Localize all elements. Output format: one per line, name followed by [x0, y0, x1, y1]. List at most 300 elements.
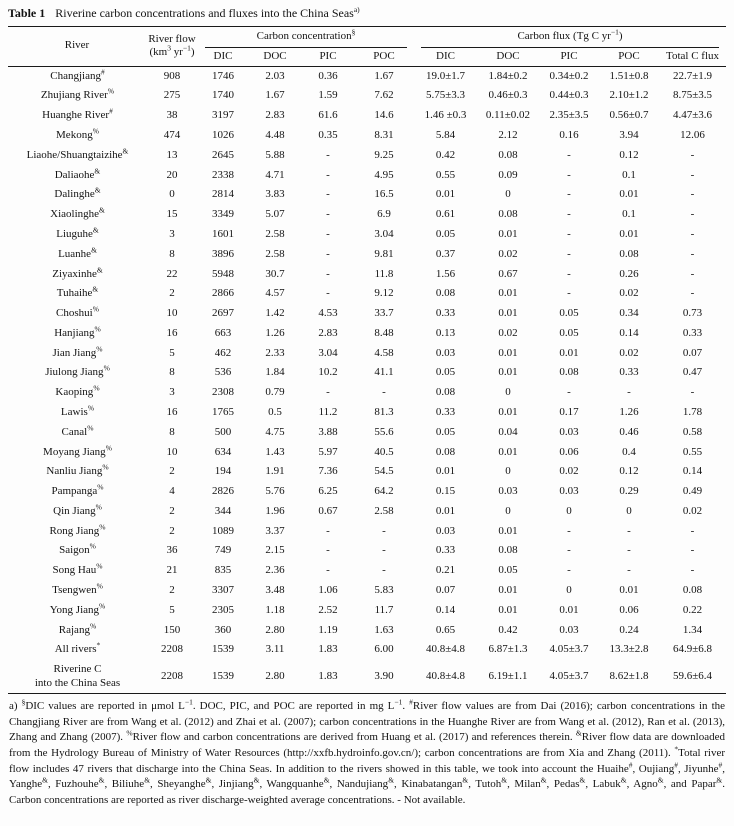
river-name-cell: Rong Jiang% [49, 522, 106, 537]
table-row [8, 245, 726, 265]
river-name-cell: Liaohe/Shuangtaizihe& [26, 146, 129, 161]
value-cell: 1.83 [318, 643, 338, 656]
river-flow-cell: 20 [166, 168, 178, 181]
river-flow-cell: 4 [169, 485, 175, 498]
value-cell: 5.75±3.3 [425, 89, 466, 102]
value-cell: 3349 [212, 208, 234, 221]
value-cell: 0 [566, 584, 572, 596]
value-cell: 0.1 [622, 168, 636, 181]
value-cell: 0.14 [435, 603, 456, 616]
value-cell: 0.01 [559, 603, 579, 616]
value-cell: 1.06 [318, 584, 338, 596]
value-cell: 2.33 [265, 346, 285, 359]
value-cell: 0.05 [559, 326, 579, 339]
river-flow-cell: 16 [166, 326, 178, 339]
river-flow-cell: 0 [169, 188, 175, 201]
value-cell: 9.81 [374, 247, 394, 260]
value-cell: 1.34 [682, 623, 703, 636]
value-cell: 6.9 [377, 208, 391, 221]
value-cell: 1.78 [682, 405, 703, 418]
river-flow-cell: 2 [169, 504, 175, 517]
value-cell: 0.08 [498, 208, 518, 221]
value-cell: - [326, 386, 330, 399]
value-cell: 13.3±2.8 [609, 643, 649, 656]
value-cell: 1.51±0.8 [609, 69, 649, 82]
value-cell: 1.18 [265, 603, 285, 616]
value-cell: 0 [505, 465, 511, 478]
value-cell: 0.05 [559, 307, 579, 320]
value-cell: 3.88 [318, 425, 338, 438]
value-cell: - [567, 208, 571, 221]
value-cell: 1.84±0.2 [488, 69, 528, 82]
value-cell: 11.8 [374, 267, 394, 280]
value-cell: 0.08 [498, 148, 518, 161]
value-cell: 3.04 [374, 227, 394, 240]
value-cell: 0.21 [435, 564, 456, 577]
value-cell: 2.80 [265, 669, 285, 682]
table-row [8, 423, 726, 443]
value-cell: 1089 [212, 524, 234, 537]
value-cell: - [326, 208, 330, 221]
table-title [8, 6, 726, 21]
value-cell: - [382, 544, 386, 557]
value-cell: 22.7±1.9 [672, 69, 713, 82]
col-header-flux-total-c-flux: Total C flux [666, 49, 720, 62]
value-cell: 0.14 [682, 465, 703, 478]
value-cell: 2308 [212, 386, 234, 399]
table-row [8, 383, 726, 403]
value-cell: 0.09 [498, 168, 518, 181]
value-cell: 1.59 [318, 89, 338, 102]
value-cell: 0.02 [498, 326, 518, 339]
col-header-flux-doc: DOC [496, 49, 520, 62]
value-cell: - [567, 247, 571, 260]
value-cell: 2.10±1.2 [609, 89, 649, 102]
table-caption: Riverine carbon concentrations and fluxes into the China Seas$^{a)}$ [55, 5, 360, 20]
value-cell: 0 [505, 504, 511, 517]
col-header-conc-doc: DOC [263, 49, 287, 62]
value-cell: - [326, 544, 330, 557]
col-header-flux-poc: POC [618, 49, 640, 62]
value-cell: 1.19 [318, 623, 338, 636]
river-name-cell: All rivers* [54, 640, 101, 656]
river-flow-cell: 474 [163, 129, 181, 142]
river-name-cell: Jiulong Jiang% [45, 363, 110, 379]
value-cell: - [690, 168, 695, 181]
value-cell: 5.76 [265, 485, 285, 498]
value-cell: 4.47±3.6 [672, 109, 713, 122]
value-cell: 0.08 [435, 287, 456, 300]
river-name-cell: Zhujiang River% [40, 86, 115, 102]
table-row [8, 640, 726, 660]
river-name-cell: Jian Jiang% [52, 343, 103, 359]
river-flow-cell: 21 [166, 564, 178, 577]
value-cell: 19.0±1.7 [425, 69, 466, 82]
value-cell: 6.19±1.1 [488, 669, 528, 682]
value-cell: 2.58 [265, 227, 285, 240]
value-cell: 1.84 [265, 366, 285, 379]
table-row [8, 620, 726, 640]
value-cell: 1601 [212, 227, 234, 240]
value-cell: 5948 [212, 267, 234, 280]
col-group-flux: Carbon flux (Tg C $yr^{-1}$) [414, 27, 726, 48]
river-flow-cell: 22 [166, 267, 178, 280]
table-row [8, 581, 726, 601]
value-cell: 0.08 [435, 445, 456, 458]
value-cell: 40.5 [374, 445, 394, 458]
value-cell: - [627, 544, 631, 557]
value-cell: 500 [214, 425, 232, 438]
value-cell: 0.02 [619, 287, 639, 300]
value-cell: - [326, 564, 330, 577]
table-row [8, 324, 726, 344]
value-cell: 0.13 [435, 326, 456, 339]
value-cell: 0.55 [682, 445, 703, 458]
table-row [8, 601, 726, 621]
value-cell: 2.80 [265, 623, 285, 636]
value-cell: 462 [214, 346, 232, 359]
value-cell: 344 [214, 504, 232, 517]
river-name-cell: Yong Jiang% [49, 601, 106, 616]
value-cell: - [690, 188, 695, 201]
value-cell: 0.01 [498, 287, 518, 300]
value-cell: 0.79 [265, 386, 285, 399]
value-cell: - [627, 386, 631, 399]
value-cell: 0.47 [682, 366, 703, 379]
value-cell: 3.11 [265, 643, 285, 656]
river-flow-cell: 38 [166, 109, 178, 122]
value-cell: 0.12 [619, 148, 639, 161]
value-cell: 0 [566, 504, 572, 517]
river-name-cell: Canal% [61, 423, 94, 438]
value-cell: 663 [214, 326, 232, 339]
col-header-flux-pic: PIC [560, 49, 578, 62]
value-cell: 0.01 [619, 584, 639, 596]
value-cell: 64.2 [374, 485, 394, 498]
river-name-cell: Tsengwen% [52, 581, 103, 596]
table-body [8, 66, 726, 694]
value-cell: 0.01 [498, 346, 518, 359]
river-flow-cell: 3 [169, 227, 175, 240]
value-cell: - [567, 287, 571, 300]
table-row [8, 225, 726, 245]
value-cell: 12.06 [680, 129, 705, 142]
value-cell: 0.33 [435, 405, 456, 418]
value-cell: 0.01 [498, 603, 518, 616]
value-cell: 749 [214, 544, 232, 557]
river-flow-cell: 8 [169, 366, 175, 379]
value-cell: 0.03 [559, 485, 579, 498]
value-cell: - [567, 564, 571, 577]
table-footnote: a) §DIC values are reported in μmol $L^{-1}$. DOC, PIC, and POC are reported in mg $L^{-1}$. #River flow values are from Dai (2016); carbon concentrations in the Changjiang River are from Wang et al. (2012) and Zhai et al. (2007); carbon concentrations in the Huanghe River are from Wang et al. (2012), Ran et al. (2013), Zhang and Zhang (2007). %River flow and carbon concentrations are derived from Huang et al. (2017) and references therein. &River flow data are downloaded from the Hydrology Bureau of Ministry of Water Resources (http://xxfb.hydroinfo.gov.cn/); carbon concentrations are from Xia and Zhang (2011). *Total river flow includes 47 rivers that discharge into the China Seas. In addition to the rivers showed in this table, we took into account the Huaihe#, Oujiang#, Jiyunhe#, Yanghe&, Fuzhouhe&, Biliuhe&, Sheyanghe&, Jinjiang&, Wangquanhe&, Nandujiang&, Kinabatangan&, Tutoh&, Milan&, Pedas&, Labuk&, Agno&, and Papar&. Carbon concentrations are reported as river discharge-weighted average concentrations. - Not available. [9, 697, 726, 806]
value-cell: 0.34 [619, 307, 639, 320]
col-group-concentration: Carbon concentration§ [198, 27, 414, 48]
value-cell: 0.65 [435, 623, 456, 636]
value-cell: 8.75±3.5 [672, 89, 713, 102]
river-flow-cell: 5 [169, 603, 175, 616]
value-cell: 0.07 [682, 346, 703, 359]
value-cell: 0.42 [435, 148, 456, 161]
value-cell: 0.33 [619, 366, 639, 379]
river-flow-cell: 2 [169, 287, 175, 300]
value-cell: - [567, 544, 571, 557]
value-cell: 1.26 [619, 405, 639, 418]
value-cell: 0.67 [318, 504, 338, 517]
value-cell: 0.05 [498, 564, 518, 577]
value-cell: 0.03 [559, 425, 579, 438]
table-row [8, 462, 726, 482]
value-cell: - [567, 168, 571, 181]
value-cell: 0.35 [318, 129, 338, 142]
col-header-conc-poc: POC [373, 49, 395, 62]
value-cell: 2814 [212, 188, 234, 201]
value-cell: - [326, 267, 330, 280]
river-name-cell: Riverine C into the China Seas [34, 663, 121, 689]
value-cell: 0.15 [435, 485, 456, 498]
value-cell: 4.95 [374, 168, 394, 181]
value-cell: 0.33 [435, 544, 456, 557]
value-cell: 1.83 [318, 669, 338, 682]
value-cell: 0.01 [498, 405, 518, 418]
value-cell: 33.7 [374, 307, 394, 320]
value-cell: 0.07 [435, 584, 456, 596]
river-name-cell: Huanghe River# [42, 106, 113, 122]
river-flow-cell: 908 [163, 69, 181, 82]
river-name-cell: Song Hau% [52, 561, 103, 577]
value-cell: 3.90 [374, 669, 394, 682]
value-cell: 0.05 [435, 366, 456, 379]
value-cell: 0.01 [619, 227, 639, 240]
value-cell: 1.91 [265, 465, 285, 478]
value-cell: 4.75 [265, 425, 285, 438]
table-row [8, 146, 726, 166]
value-cell: 5.07 [265, 208, 285, 221]
col-header-conc-pic: PIC [319, 49, 337, 62]
river-name-cell: Qin Jiang% [53, 502, 102, 517]
value-cell: 3307 [212, 584, 234, 596]
river-flow-cell: 150 [163, 623, 181, 636]
value-cell: 0.01 [435, 504, 456, 517]
value-cell: - [326, 524, 330, 537]
value-cell: 0.06 [619, 603, 639, 616]
river-flow-cell: 36 [166, 544, 178, 557]
value-cell: 1.67 [265, 89, 285, 102]
value-cell: 0.01 [498, 445, 518, 458]
value-cell: 1.96 [265, 504, 285, 517]
value-cell: 634 [214, 445, 232, 458]
table-row [8, 165, 726, 185]
col-header-river: River [64, 39, 90, 52]
value-cell: 0.03 [435, 346, 456, 359]
river-flow-cell: 5 [169, 346, 175, 359]
table-row [8, 304, 726, 324]
value-cell: 1.26 [265, 326, 285, 339]
table-row [8, 343, 726, 363]
value-cell: 3.83 [265, 188, 285, 201]
value-cell: - [382, 564, 386, 577]
river-flow-cell: 3 [169, 386, 175, 399]
value-cell: - [326, 188, 330, 201]
table-row [8, 264, 726, 284]
value-cell: 835 [214, 564, 232, 577]
river-flow-cell: 2 [169, 584, 175, 596]
value-cell: 0.02 [619, 346, 639, 359]
value-cell: 0.24 [619, 623, 639, 636]
value-cell: 0.55 [435, 168, 456, 181]
value-cell: - [690, 148, 695, 161]
value-cell: 0.46±0.3 [488, 89, 528, 102]
river-name-cell: Luanhe& [58, 245, 97, 260]
table-row [8, 106, 726, 126]
value-cell: 0.44±0.3 [549, 89, 589, 102]
value-cell: 0.26 [619, 267, 639, 280]
value-cell: 0.05 [435, 227, 456, 240]
value-cell: 59.6±6.4 [672, 669, 713, 682]
value-cell: 8.62±1.8 [609, 669, 649, 682]
value-cell: 0.46 [619, 425, 639, 438]
value-cell: - [567, 267, 571, 280]
river-flow-cell: 2208 [161, 669, 183, 682]
value-cell: 4.05±3.7 [549, 643, 589, 656]
value-cell: 40.8±4.8 [425, 643, 466, 656]
value-cell: 3.04 [318, 346, 338, 359]
table-row [8, 66, 726, 86]
river-name-cell: Pampanga% [51, 482, 104, 498]
value-cell: 0.33 [435, 307, 456, 320]
value-cell: 0.11±0.02 [485, 109, 531, 122]
value-cell: 5.84 [435, 129, 456, 142]
river-name-cell: Rajang% [58, 620, 97, 636]
value-cell: 0.36 [318, 69, 338, 82]
value-cell: 5.88 [265, 148, 285, 161]
river-name-cell: Lawis% [60, 403, 95, 418]
value-cell: 2645 [212, 148, 234, 161]
river-flow-cell: 10 [166, 445, 178, 458]
value-cell: - [567, 148, 571, 161]
value-cell: 3197 [212, 109, 234, 122]
value-cell: 54.5 [374, 465, 394, 478]
table-row [8, 185, 726, 205]
value-cell: 0.08 [559, 366, 579, 379]
col-header-river-flow: River flow ($km^3$ $yr^{-1}$) [148, 32, 196, 59]
value-cell: - [326, 168, 330, 181]
value-cell: 3.48 [265, 584, 285, 596]
table-row [8, 205, 726, 225]
value-cell: 5.83 [374, 584, 394, 596]
value-cell: 2.83 [318, 326, 338, 339]
value-cell: 40.8±4.8 [425, 669, 466, 682]
value-cell: 0.58 [682, 425, 703, 438]
value-cell: 0.49 [682, 485, 703, 498]
river-flow-cell: 2208 [161, 643, 183, 656]
value-cell: 4.48 [265, 129, 285, 142]
value-cell: 2866 [212, 287, 234, 300]
value-cell: 1.67 [374, 69, 394, 82]
value-cell: - [326, 247, 330, 260]
value-cell: 9.25 [374, 148, 394, 161]
value-cell: 0.01 [619, 188, 639, 201]
value-cell: 0.01 [498, 366, 518, 379]
table-row [8, 660, 726, 694]
value-cell: 0.03 [498, 485, 518, 498]
value-cell: 30.7 [265, 267, 285, 280]
value-cell: - [690, 287, 695, 300]
river-name-cell: Changjiang# [50, 67, 105, 82]
value-cell: 0.01 [498, 524, 518, 537]
value-cell: 14.6 [374, 109, 394, 122]
value-cell: 0.08 [498, 544, 518, 557]
value-cell: - [567, 386, 571, 399]
table-row [8, 561, 726, 581]
value-cell: 4.57 [265, 287, 285, 300]
value-cell: 0.06 [559, 445, 579, 458]
table-header [8, 27, 726, 67]
river-flow-cell: 13 [166, 148, 178, 161]
value-cell: 0.08 [682, 584, 703, 596]
value-cell: 0.03 [559, 623, 579, 636]
value-cell: 0 [505, 188, 511, 201]
value-cell: - [567, 524, 571, 537]
river-name-cell: Mekong% [56, 126, 99, 142]
value-cell: 0.42 [498, 623, 518, 636]
river-flow-cell: 10 [166, 307, 178, 320]
value-cell: 4.58 [374, 346, 394, 359]
value-cell: 2.58 [374, 504, 394, 517]
value-cell: 0.14 [619, 326, 639, 339]
value-cell: 64.9±6.8 [672, 643, 713, 656]
table-row [8, 541, 726, 561]
value-cell: 1539 [212, 643, 234, 656]
value-cell: 0 [505, 386, 511, 399]
table-row [8, 86, 726, 106]
value-cell: 1.43 [265, 445, 285, 458]
value-cell: 1740 [212, 89, 234, 102]
table-number: Table 1 [8, 6, 46, 20]
value-cell: 6.25 [318, 485, 338, 498]
table-row [8, 284, 726, 304]
value-cell: 55.6 [374, 425, 394, 438]
river-name-cell: Xiaolinghe& [50, 205, 105, 221]
value-cell: 6.87±1.3 [488, 643, 528, 656]
value-cell: 360 [214, 623, 232, 636]
value-cell: 0.02 [559, 465, 579, 478]
value-cell: - [690, 564, 695, 577]
table-row [8, 363, 726, 383]
river-flow-cell: 2 [169, 465, 175, 478]
value-cell: 0.01 [498, 307, 518, 320]
value-cell: - [690, 227, 695, 240]
value-cell: 0.02 [498, 247, 518, 260]
value-cell: 2.52 [318, 603, 338, 616]
value-cell: - [382, 524, 386, 537]
value-cell: 4.71 [265, 168, 285, 181]
value-cell: 3896 [212, 247, 234, 260]
table-row [8, 442, 726, 462]
value-cell: 8.48 [374, 326, 394, 339]
value-cell: 2338 [212, 168, 234, 181]
river-name-cell: Dalinghe& [54, 185, 101, 201]
value-cell: 5.97 [318, 445, 338, 458]
value-cell: 2.12 [498, 129, 518, 142]
value-cell: 0.01 [435, 188, 456, 201]
value-cell: 0.01 [559, 346, 579, 359]
value-cell: 6.00 [374, 643, 394, 656]
value-cell: 7.36 [318, 465, 338, 478]
value-cell: 0.29 [619, 485, 639, 498]
value-cell: 61.6 [318, 109, 338, 122]
value-cell: 0.08 [435, 386, 456, 399]
river-name-cell: Moyang Jiang% [43, 442, 112, 458]
